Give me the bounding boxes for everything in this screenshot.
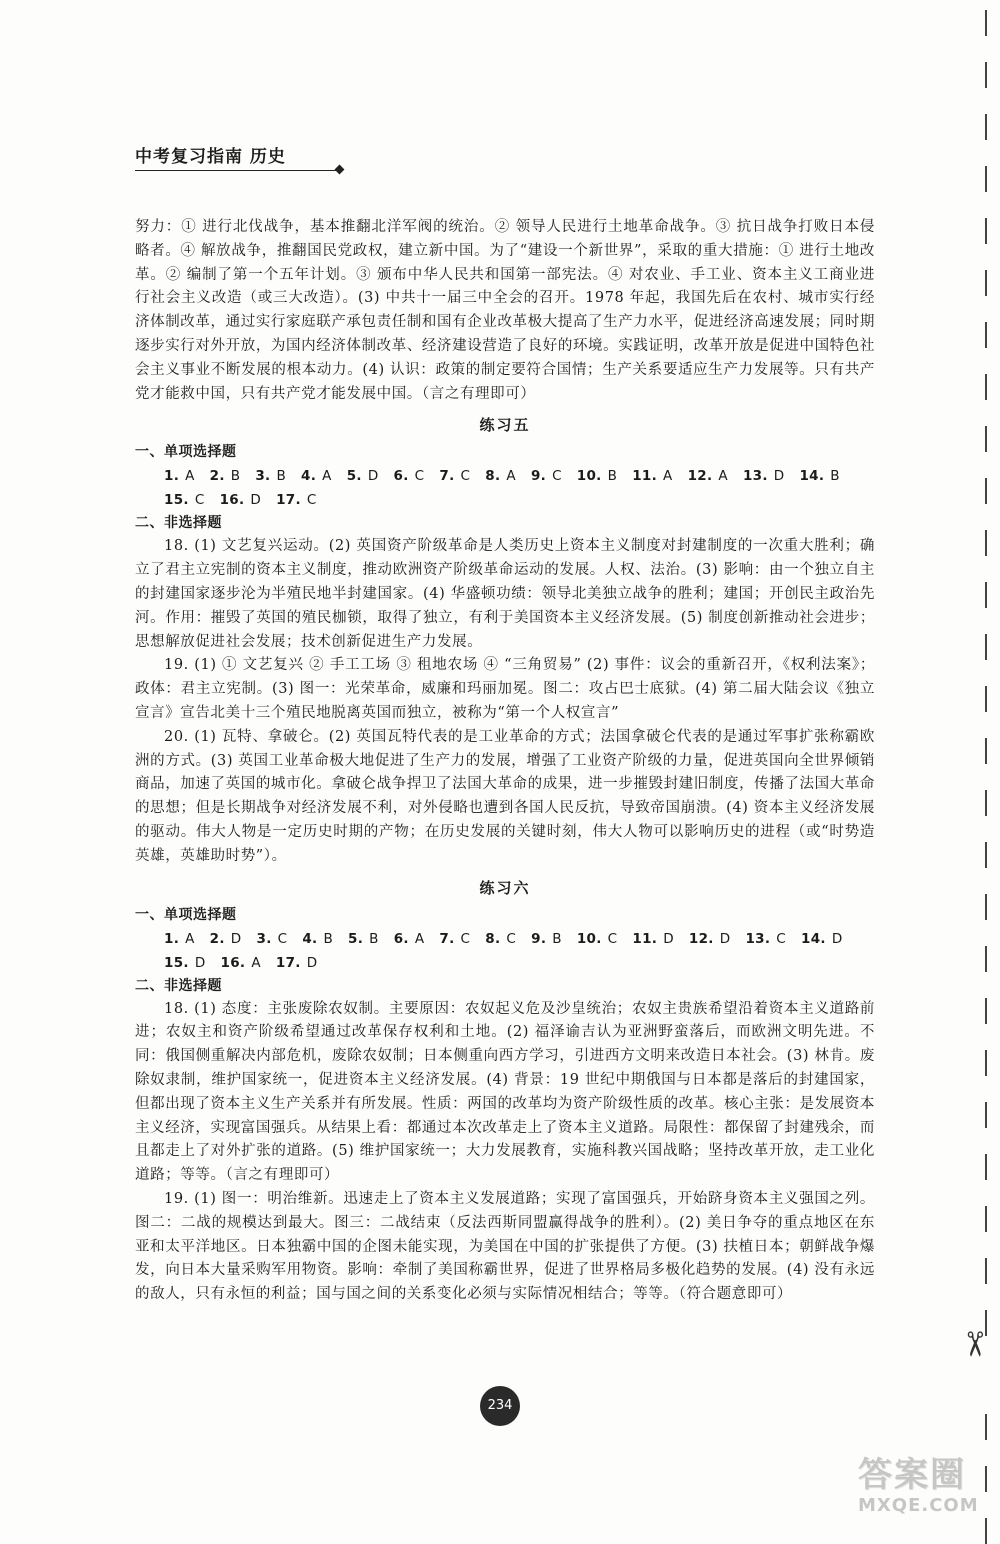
answer-item xyxy=(485,464,516,488)
answer-choice: C xyxy=(552,468,562,485)
answer-choice: B xyxy=(552,930,562,947)
answer-choice: B xyxy=(830,468,840,485)
answer-number: 15. xyxy=(164,954,189,971)
answer-paragraph: 19. (1) ① 文艺复兴 ② 手工工场 ③ 租地农场 ④ “三角贸易” (2) 事件：议会的重新召开，《权利法案》；政体：君主立宪制。(3) 图一：光荣革命，威廉和玛丽加冕。图二：攻占巴士底狱。(4) 第二届大陆会议《独立宣言》宣告北美十三个殖民地脱离英国而独立，被称为“第一个人权宣言” xyxy=(135,657,875,721)
non-choice-heading: 二、非选择题 xyxy=(135,977,222,994)
answer-choice: A xyxy=(185,468,195,485)
answer-item xyxy=(164,927,195,951)
answer-number: 8. xyxy=(485,930,501,947)
answer-choice: C xyxy=(306,492,317,509)
answer-item xyxy=(688,464,728,488)
answer-item xyxy=(531,464,562,488)
answer-number: 5. xyxy=(348,930,364,947)
answer-item xyxy=(394,464,425,488)
answer-number: 10. xyxy=(576,468,602,485)
cut-line-dash xyxy=(985,530,987,556)
page-header xyxy=(135,146,347,174)
answer-item xyxy=(220,488,262,512)
answer-number: 14. xyxy=(801,930,826,947)
answer-number: 10. xyxy=(576,930,602,947)
cut-line-dash xyxy=(985,166,987,192)
answer-number: 9. xyxy=(530,468,547,485)
cut-line-dash xyxy=(985,478,987,504)
answer-choice: A xyxy=(506,468,516,485)
answer-number: 15. xyxy=(164,492,189,509)
answer-item xyxy=(164,464,195,488)
watermark-url: MXQE.COM xyxy=(858,1495,979,1516)
cut-line-dash xyxy=(985,270,987,296)
cut-line-dash xyxy=(985,218,987,244)
cut-line-dash xyxy=(985,114,987,140)
cut-line-dash xyxy=(985,738,987,764)
answer-paragraph: 18. (1) 态度：主张废除农奴制。主要原因：农奴起义危及沙皇统治；农奴主贵族希望沿着资本主义道路前进；农奴主和资产阶级希望通过改革保存权利和土地。(2) 福泽谕吉认为亚洲野蛮落后，而欧洲文明先进。不同：俄国侧重解决内部危机，废除农奴制；日本侧重向西方学习，引进西方文明来改造日本社会。(3) 林肯。废除奴隶制，维护国家统一，促进资本主义经济发展。(4) 背景：19 世纪中期俄国与日本都是落后的封建国家，但都出现了资本主义生产关系并有所发展。性质：两国的改革均为资产阶级性质的改革。核心主张：是发展资本主义经济，实现富国强兵。从结果上看：都通过本次改革走上了资本主义道路。局限性：都保留了封建残余，而且都走上了对外扩张的道路。(5) 维护国家统一；大力发展教育，实施科教兴国战略；坚持改革开放，走工业化道路；等等。（言之有理即可） xyxy=(135,1000,875,1184)
answer-item xyxy=(577,927,618,951)
cut-line-dash xyxy=(985,946,987,972)
answer-item xyxy=(531,927,562,951)
answer-choice: D xyxy=(663,930,674,947)
answer-choice: A xyxy=(322,468,332,485)
answer-number: 4. xyxy=(302,930,318,947)
answer-number: 12. xyxy=(688,930,714,947)
cut-line-dash xyxy=(985,582,987,608)
answer-number: 8. xyxy=(485,468,501,485)
intro-paragraph: 努力：① 进行北伐战争，基本推翻北洋军阀的统治。② 领导人民进行土地革命战争。③ 抗日战争打败日本侵略者。④ 解放战争，推翻国民党政权，建立新中国。为了“建设一个新世界”，采取的重大措施：① 进行土地改革。② 编制了第一个五年计划。③ 颁布中华人民共和国第一部宪法。④ 对农业、手工业、资本主义工商业进行社会主义改造（或三大改造）。(3) 中共十一届三中全会的召开。1978 年起，我国先后在农村、城市实行经济体制改革，通过实行家庭联产承包责任制和国有企业改革极大提高了生产力水平，促进经济高速发展；同时期逐步实行对外开放，为国内经济体制改革、经济建设营造了良好的环境。实践证明，改革开放是促进中国特色社会主义事业不断发展的根本动力。(4) 认识：政策的制定要符合国情；生产关系要适应生产力发展等。只有共产党才能救中国，只有共产党才能发展中国。（言之有理即可） xyxy=(135,219,875,402)
cut-line-dash xyxy=(985,998,987,1024)
answer-item xyxy=(799,464,839,488)
answer-item xyxy=(801,927,843,951)
answer-item xyxy=(348,927,379,951)
answer-number: 6. xyxy=(393,930,409,947)
answer-number: 13. xyxy=(745,930,771,947)
answer-choice: A xyxy=(663,468,673,485)
cut-line-dash xyxy=(985,634,987,660)
cut-line-dash xyxy=(985,790,987,816)
answer-choice: A xyxy=(251,954,261,971)
answer-number: 4. xyxy=(301,468,317,485)
cut-line-dash xyxy=(985,1206,987,1232)
answer-number: 16. xyxy=(220,954,246,971)
answer-item xyxy=(577,464,617,488)
page-number: 234 xyxy=(480,1386,520,1426)
answer-number: 3. xyxy=(255,468,271,485)
answer-choice: C xyxy=(506,930,517,947)
cut-line-dash xyxy=(985,322,987,348)
answer-item xyxy=(689,927,731,951)
answer-item xyxy=(439,927,470,951)
answer-item xyxy=(347,464,379,488)
answer-choice: C xyxy=(460,930,471,947)
cut-line xyxy=(985,0,991,1533)
answer-choice: B xyxy=(607,468,618,485)
answer-choice: D xyxy=(773,468,785,485)
answer-number: 7. xyxy=(439,468,455,485)
answer-number: 14. xyxy=(799,468,825,485)
section-title: 练习五 xyxy=(479,416,531,435)
answer-item xyxy=(439,464,470,488)
answer-item xyxy=(632,464,672,488)
answer-choice: C xyxy=(277,930,288,947)
answer-paragraph: 18. (1) 文艺复兴运动。(2) 英国资产阶级革命是人类历史上资本主义制度对封建制度的一次重大胜利；确立了君主立宪制的资本主义制度，推动欧洲资产阶级革命运动的发展。人权、法治。(3) 影响：由一个独立自主的封建国家逐步沦为半殖民地半封建国家。(4) 华盛顿功绩：领导北美独立战争的胜利；建国；开创民主政治先河。作用：摧毁了英国的殖民枷锁，取得了独立，有利于美国资本主义经济发展。(5) 制度创新推动社会进步；思想解放促进社会发展；技术创新促进生产力发展。 xyxy=(135,538,875,650)
answer-number: 12. xyxy=(687,468,713,485)
cut-line-dash xyxy=(985,1050,987,1076)
answer-choice: D xyxy=(719,930,731,947)
cut-line-dash xyxy=(985,374,987,400)
answer-number: 13. xyxy=(742,468,768,485)
scissors-icon: ✂ xyxy=(954,1330,994,1359)
answer-choice: D xyxy=(831,930,843,947)
answer-number: 17. xyxy=(276,492,301,509)
single-choice-heading: 一、单项选择题 xyxy=(135,906,237,923)
answer-item xyxy=(745,927,786,951)
answer-choice: B xyxy=(369,930,379,947)
answer-number: 3. xyxy=(256,930,272,947)
answer-item xyxy=(255,464,286,488)
single-choice-heading: 一、单项选择题 xyxy=(135,444,237,461)
answer-item xyxy=(485,927,516,951)
cut-line-dash xyxy=(985,1154,987,1180)
answer-item xyxy=(257,927,288,951)
answer-item xyxy=(394,927,425,951)
watermark-logo xyxy=(858,1455,990,1527)
answer-item xyxy=(743,464,785,488)
answer-item xyxy=(302,927,333,951)
answer-choice: A xyxy=(185,930,195,947)
answer-item xyxy=(210,927,242,951)
answer-number: 11. xyxy=(632,468,658,485)
answer-choice: B xyxy=(276,468,287,485)
answer-number: 2. xyxy=(209,930,225,947)
exercise-5-section xyxy=(135,412,875,868)
answer-number: 7. xyxy=(439,930,455,947)
answer-item xyxy=(221,951,261,975)
answer-choice: D xyxy=(230,930,242,947)
answer-choice: D xyxy=(194,954,206,971)
answer-number: 17. xyxy=(275,954,301,971)
answer-content xyxy=(135,216,875,1307)
answer-number: 1. xyxy=(164,468,180,485)
answer-number: 16. xyxy=(219,492,245,509)
answer-number: 9. xyxy=(531,930,547,947)
watermark-text: 答案圈 xyxy=(858,1455,966,1495)
answer-choice: D xyxy=(250,492,262,509)
cut-line-dash xyxy=(985,894,987,920)
section-title: 练习六 xyxy=(479,878,531,897)
answer-item xyxy=(276,488,317,512)
answer-choice: C xyxy=(194,492,205,509)
cut-line-dash xyxy=(985,62,987,88)
answer-choice: A xyxy=(718,468,728,485)
answer-item xyxy=(301,464,332,488)
answer-number: 5. xyxy=(346,468,362,485)
answer-item xyxy=(632,927,674,951)
answer-choice: B xyxy=(323,930,334,947)
exercise-6-section xyxy=(135,875,875,1307)
answer-choice: D xyxy=(367,468,379,485)
answer-choice: C xyxy=(607,930,618,947)
answer-choice: C xyxy=(776,930,786,947)
answer-item xyxy=(210,464,241,488)
answer-choice: A xyxy=(414,930,425,947)
non-choice-heading: 二、非选择题 xyxy=(135,515,222,532)
answer-choice: D xyxy=(306,954,318,971)
answer-item xyxy=(164,951,206,975)
answer-number: 11. xyxy=(632,930,658,947)
cut-line-dash xyxy=(985,1414,987,1440)
answer-choice: C xyxy=(460,468,471,485)
answer-number: 1. xyxy=(164,930,180,947)
answer-choice: B xyxy=(230,468,241,485)
header-rule xyxy=(135,170,340,171)
cut-line-dash xyxy=(985,842,987,868)
answer-paragraph: 19. (1) 图一：明治维新。迅速走上了资本主义发展道路；实现了富国强兵，开始跻身资本主义强国之列。图二：二战的规模达到最大。图三：二战结束（反法西斯同盟赢得战争的胜利）。(2) 美日争夺的重点地区在东亚和太平洋地区。日本独霸中国的企图未能实现，为美国在中国的扩张提供了方便。(3) 扶植日本；朝鲜战争爆发，向日本大量采购军用物资。影响：牵制了美国称霸世界，促进了世界格局多极化趋势的发展。(4) 没有永远的敌人，只有永恒的利益；国与国之间的关系变化必须与实际情况相结合；等等。（符合题意即可） xyxy=(135,1190,875,1303)
cut-line-dash xyxy=(985,1102,987,1128)
answer-item xyxy=(164,488,205,512)
answer-item xyxy=(276,951,318,975)
cut-line-dash xyxy=(985,10,987,36)
cut-line-dash xyxy=(985,686,987,712)
cut-line-dash xyxy=(985,426,987,452)
answer-paragraph: 20. (1) 瓦特、拿破仑。(2) 英国瓦特代表的是工业革命的方式；法国拿破仑代表的是通过军事扩张称霸欧洲的方式。(3) 英国工业革命极大地促进了生产力的发展，增强了工业资产阶级的力量，促进英国向全世界倾销商品，加速了英国的城市化。拿破仑战争捍卫了法国大革命的成果，进一步摧毁封建旧制度，传播了法国大革命的思想；但是长期战争对经济发展不利，对外侵略也遭到各国人民反抗，导致帝国崩溃。(4) 资本主义经济发展的驱动。伟大人物是一定历史时期的产物；在历史发展的关键时刻，伟大人物可以影响历史的进程（或“时势造英雄，英雄助时势”）。 xyxy=(135,728,875,864)
answer-list xyxy=(135,927,875,975)
answer-number: 6. xyxy=(393,468,409,485)
header-title: 中考复习指南 历史 xyxy=(135,147,286,167)
answer-list xyxy=(135,464,875,512)
answer-number: 2. xyxy=(209,468,225,485)
cut-line-dash xyxy=(985,1258,987,1284)
answer-choice: C xyxy=(414,468,425,485)
